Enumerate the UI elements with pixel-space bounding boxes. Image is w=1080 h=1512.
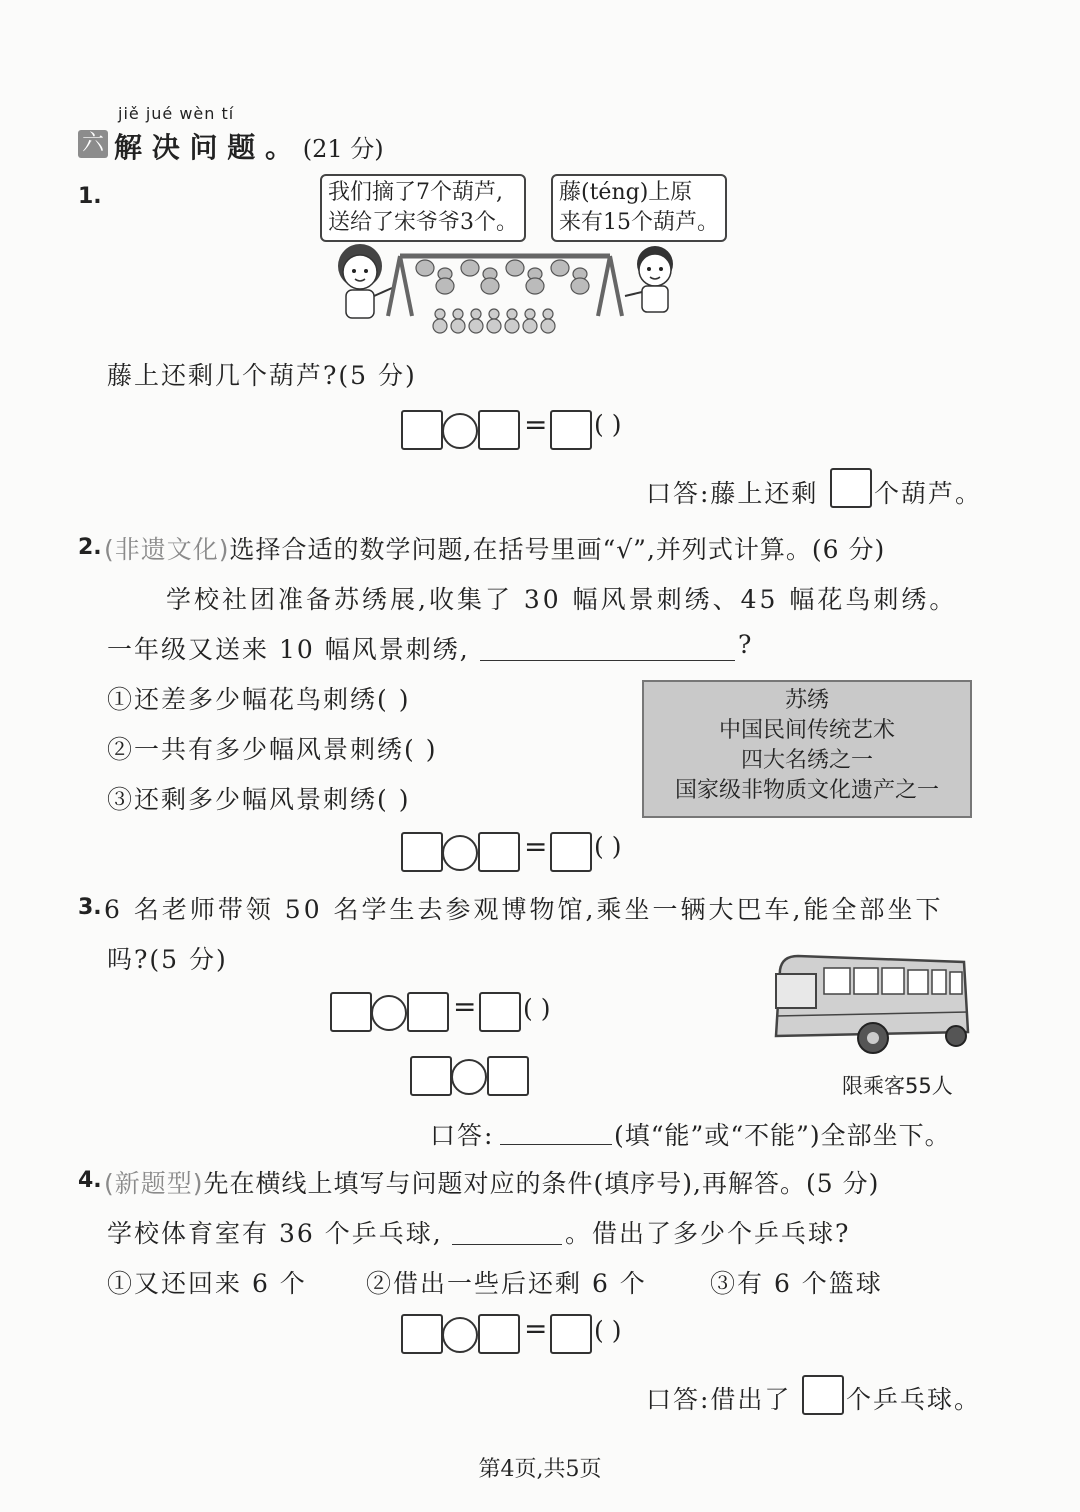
q2-option-3[interactable]: ③还剩多少幅风景刺绣( ): [107, 785, 411, 814]
q3-eq-unit[interactable]: ( ): [523, 994, 551, 1023]
q2-instruction-text: 选择合适的数学问题,在括号里画“√”,并列式计算。(6 分): [229, 535, 886, 564]
q4-eq-box-1[interactable]: [401, 1314, 443, 1354]
q3-answer-suffix: (填“能”或“不能”)全部坐下。: [614, 1121, 951, 1150]
q4-option-1: ①又还回来 6 个: [107, 1269, 307, 1298]
q2-number: 2.: [78, 535, 102, 560]
q1-eq-operator[interactable]: [442, 413, 478, 449]
q4-line1-b: 。借出了多少个乒乓球?: [565, 1219, 851, 1248]
suxiu-sign: [642, 680, 972, 818]
q2-tag: (非遗文化): [104, 535, 230, 564]
q3-cmp-box-2[interactable]: [487, 1056, 529, 1096]
q4-eq-box-2[interactable]: [478, 1314, 520, 1354]
q1-bubble-right-line1: 藤(téng)上原: [559, 180, 693, 205]
q4-answer-prefix: 口答:借出了: [646, 1385, 792, 1414]
q4-instruction: [104, 1164, 879, 1200]
q4-eq-operator[interactable]: [442, 1317, 478, 1353]
suxiu-sign-line3: 国家级非物质文化遗产之一: [674, 778, 939, 803]
q1-eq-box-1[interactable]: [401, 410, 443, 450]
q3-eq-box-2[interactable]: [407, 992, 449, 1032]
section-title-text: 解 决 问 题 。: [114, 131, 293, 164]
q2-eq-sign: =: [524, 830, 548, 863]
q2-eq-box-2[interactable]: [478, 832, 520, 872]
q4-answer-box[interactable]: [802, 1375, 844, 1415]
q4-option-2: ②借出一些后还剩 6 个: [366, 1269, 647, 1298]
q1-eq-result[interactable]: [550, 410, 592, 450]
suxiu-sign-line1: 中国民间传统艺术: [718, 718, 895, 743]
q2-eq-operator[interactable]: [442, 835, 478, 871]
q1-answer-suffix: 个葫芦。: [874, 479, 983, 508]
section-score: (21 分): [302, 135, 384, 163]
q3-answer-blank[interactable]: [500, 1144, 612, 1145]
q2-line2: 一年级又送来 10 幅风景刺绣,: [107, 635, 470, 664]
q4-tag: (新题型): [104, 1169, 204, 1198]
gourd-illustration: [320, 236, 700, 346]
suxiu-sign-title: 苏绣: [784, 688, 829, 713]
girl-figure: [338, 244, 392, 318]
q1-bubble-right-line2: 来有15个葫芦。: [559, 210, 719, 235]
q1-answer-box[interactable]: [830, 468, 872, 508]
q1-bubble-left: [320, 174, 526, 242]
picked-gourds: [433, 309, 555, 333]
q4-eq-result[interactable]: [550, 1314, 592, 1354]
bus-illustration: [768, 950, 972, 1058]
q3-cmp-box-1[interactable]: [410, 1056, 452, 1096]
q3-eq-box-1[interactable]: [330, 992, 372, 1032]
q2-eq-unit[interactable]: ( ): [594, 832, 622, 861]
section-badge-label: 六: [81, 131, 104, 156]
q2-blank[interactable]: [480, 660, 735, 661]
q3-eq-result[interactable]: [479, 992, 521, 1032]
q4-line1-a: 学校体育室有 36 个乒乓球,: [107, 1219, 443, 1248]
q1-bubble-left-line2: 送给了宋爷爷3个。: [328, 210, 518, 235]
section-pinyin: jiě jué wèn tí: [118, 104, 235, 123]
q2-line1: 学校社团准备苏绣展,收集了 30 幅风景刺绣、45 幅花鸟刺绣。: [166, 585, 958, 614]
q4-eq-unit[interactable]: ( ): [594, 1316, 622, 1345]
q4-eq-sign: =: [524, 1312, 548, 1345]
suxiu-sign-line2: 四大名绣之一: [740, 748, 873, 773]
q3-line1: 6 名老师带领 50 名学生去参观博物馆,乘坐一辆大巴车,能全部坐下: [104, 895, 944, 924]
q3-eq-sign: =: [453, 990, 477, 1023]
q1-number: 1.: [78, 184, 102, 209]
q4-blank[interactable]: [452, 1244, 562, 1245]
boy-figure: [625, 246, 673, 312]
q4-instruction-text: 先在横线上填写与问题对应的条件(填序号),再解答。(5 分): [203, 1169, 880, 1198]
q1-bubble-left-line1: 我们摘了7个葫芦,: [328, 180, 503, 205]
q2-eq-box-1[interactable]: [401, 832, 443, 872]
q2-eq-result[interactable]: [550, 832, 592, 872]
q4-number: 4.: [78, 1168, 102, 1193]
q3-line2: 吗?(5 分): [107, 945, 228, 974]
q1-eq-box-2[interactable]: [478, 410, 520, 450]
q1-question: 藤上还剩几个葫芦?(5 分): [107, 361, 417, 390]
q3-eq-operator[interactable]: [371, 995, 407, 1031]
q1-eq-unit[interactable]: ( ): [594, 410, 622, 439]
q4-answer-suffix: 个乒乓球。: [846, 1385, 982, 1414]
q1-bubble-right: [551, 174, 727, 242]
q2-line2-end: ?: [738, 630, 754, 659]
page-footer: 第4页,共5页: [478, 1457, 602, 1482]
q1-answer-prefix: 口答:藤上还剩: [646, 479, 819, 508]
q1-answer: [646, 474, 818, 510]
q3-answer-prefix: 口答:: [430, 1121, 495, 1150]
q1-eq-sign: =: [524, 408, 548, 441]
section-badge: [78, 130, 108, 158]
q4-option-3: ③有 6 个篮球: [710, 1269, 883, 1298]
bus-caption: 限乘客55人: [842, 1074, 953, 1098]
q2-option-2[interactable]: ②一共有多少幅风景刺绣( ): [107, 735, 438, 764]
q2-instruction: [104, 530, 885, 566]
q3-cmp-operator[interactable]: [451, 1059, 487, 1095]
section-title: [114, 126, 384, 166]
q2-option-1[interactable]: ①还差多少幅花鸟刺绣( ): [107, 685, 411, 714]
q3-number: 3.: [78, 895, 102, 920]
hanging-gourds: [416, 260, 589, 294]
